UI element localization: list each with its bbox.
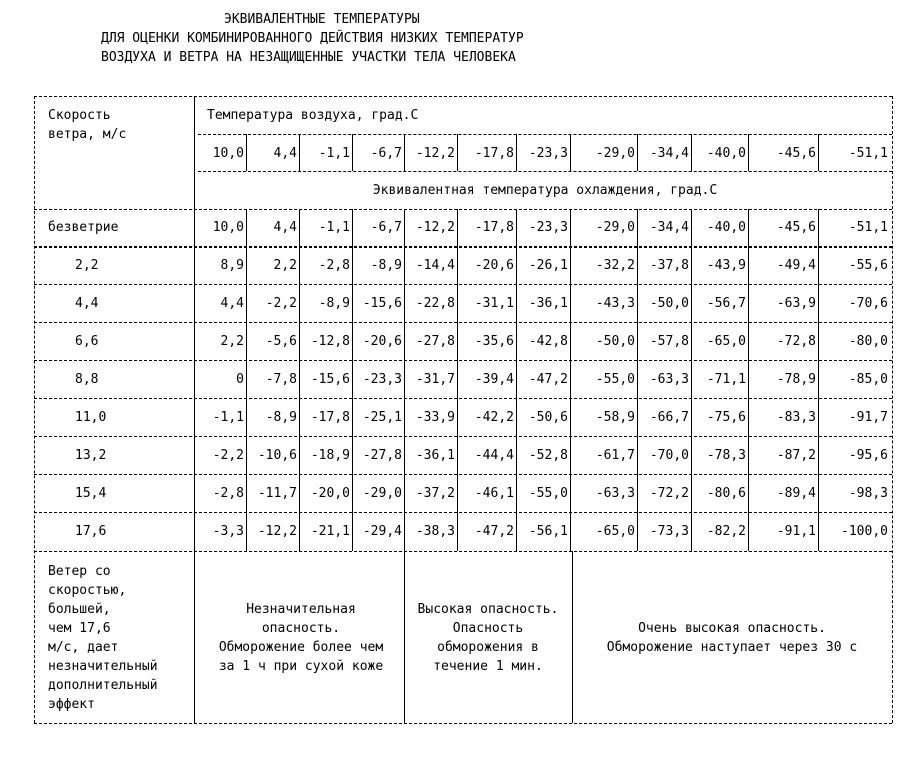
equivalent-temperature-value: -50,0 bbox=[595, 334, 635, 349]
equivalent-temperature-value: -14,4 bbox=[415, 258, 455, 273]
grid-vline bbox=[637, 209, 638, 551]
equivalent-temperature-value: -71,1 bbox=[706, 372, 746, 387]
equivalent-temperature-value: -6,7 bbox=[370, 220, 402, 235]
equivalent-temperature-value: -63,3 bbox=[595, 486, 635, 501]
equivalent-temperature-value: -72,2 bbox=[649, 486, 689, 501]
equivalent-temperature-value: -11,7 bbox=[257, 486, 297, 501]
equivalent-temperature-value: -89,4 bbox=[776, 486, 816, 501]
equivalent-temperature-value: -33,9 bbox=[415, 410, 455, 425]
equivalent-temperature-value: -72,8 bbox=[776, 334, 816, 349]
equivalent-temperature-value: -49,4 bbox=[776, 258, 816, 273]
grid-vline bbox=[194, 96, 195, 723]
equivalent-temperature-value: 4,4 bbox=[273, 220, 297, 235]
equivalent-temperature-value: -21,1 bbox=[310, 524, 350, 539]
wind-speed-value: 15,4 bbox=[75, 486, 107, 501]
equivalent-temperature-value: -26,1 bbox=[528, 258, 568, 273]
equivalent-temperature-value: -12,2 bbox=[257, 524, 297, 539]
equivalent-temperature-value: -2,2 bbox=[265, 296, 297, 311]
equivalent-temperature-value: -50,6 bbox=[528, 410, 568, 425]
grid-vline bbox=[892, 96, 893, 723]
wind-speed-value: 6,6 bbox=[75, 334, 99, 349]
title-line-1: ЭКВИВАЛЕНТНЫЕ ТЕМПЕРАТУРЫ bbox=[224, 12, 420, 27]
equivalent-temperature-value: -29,4 bbox=[362, 524, 402, 539]
equivalent-temperature-value: -15,6 bbox=[362, 296, 402, 311]
equivalent-temperature-value: -80,0 bbox=[848, 334, 888, 349]
equivalent-temperature-value: -56,1 bbox=[528, 524, 568, 539]
equivalent-temperature-value: -27,8 bbox=[415, 334, 455, 349]
equivalent-temperature-value: -3,3 bbox=[212, 524, 244, 539]
equivalent-temperature-value: -78,9 bbox=[776, 372, 816, 387]
equivalent-temperature-value: -7,8 bbox=[265, 372, 297, 387]
equivalent-temperature-value: -10,6 bbox=[257, 448, 297, 463]
equivalent-temperature-value: -37,8 bbox=[649, 258, 689, 273]
equivalent-temperature-value: -32,2 bbox=[595, 258, 635, 273]
equivalent-temperature-value: -70,0 bbox=[649, 448, 689, 463]
equivalent-temperature-value: -87,2 bbox=[776, 448, 816, 463]
equivalent-temperature-value: -20,0 bbox=[310, 486, 350, 501]
equivalent-temperature-value: -17,8 bbox=[310, 410, 350, 425]
equivalent-temperature-value: -55,6 bbox=[848, 258, 888, 273]
grid-vline bbox=[691, 209, 692, 551]
grid-vline bbox=[246, 209, 247, 551]
grid-vline bbox=[570, 134, 571, 171]
grid-vline bbox=[404, 134, 405, 171]
grid-hline bbox=[34, 247, 892, 248]
equivalent-temperature-value: -50,0 bbox=[649, 296, 689, 311]
grid-vline bbox=[352, 209, 353, 551]
equivalent-temperature-value: -1,1 bbox=[318, 220, 350, 235]
equivalent-temperature-value: 8,9 bbox=[220, 258, 244, 273]
equivalent-temperature-value: -8,9 bbox=[265, 410, 297, 425]
air-temperature-value: -29,0 bbox=[595, 146, 635, 161]
grid-vline bbox=[404, 551, 405, 723]
equivalent-temperature-value: -42,2 bbox=[474, 410, 514, 425]
grid-hline bbox=[34, 322, 892, 323]
air-temperature-value: -12,2 bbox=[415, 146, 455, 161]
air-temperature-header: Температура воздуха, град.С bbox=[207, 108, 419, 123]
air-temperature-value: -1,1 bbox=[318, 146, 350, 161]
equivalent-temperature-value: -73,3 bbox=[649, 524, 689, 539]
grid-vline bbox=[570, 209, 571, 551]
equivalent-temperature-value: -91,1 bbox=[776, 524, 816, 539]
equivalent-temperature-value: -2,8 bbox=[212, 486, 244, 501]
equivalent-temperature-value: 2,2 bbox=[273, 258, 297, 273]
wind-speed-value: 2,2 bbox=[75, 258, 99, 273]
grid-hline bbox=[34, 360, 892, 361]
equivalent-temperature-value: -38,3 bbox=[415, 524, 455, 539]
equivalent-temperature-value: -8,9 bbox=[370, 258, 402, 273]
wind-speed-value: 13,2 bbox=[75, 448, 107, 463]
equivalent-temperature-value: 0 bbox=[236, 372, 244, 387]
equivalent-temperature-value: -47,2 bbox=[528, 372, 568, 387]
grid-hline bbox=[34, 96, 892, 97]
wind-speed-value: безветрие bbox=[48, 220, 119, 235]
air-temperature-value: 10,0 bbox=[212, 146, 244, 161]
zone-very-high-danger: Очень высокая опасность. Обморожение наступает через 30 с bbox=[606, 621, 858, 655]
grid-vline bbox=[748, 209, 749, 551]
equivalent-temperature-value: -58,9 bbox=[595, 410, 635, 425]
equivalent-temperature-value: -51,1 bbox=[848, 220, 888, 235]
equivalent-temperature-value: -39,4 bbox=[474, 372, 514, 387]
equivalent-temperature-value: -22,8 bbox=[415, 296, 455, 311]
air-temperature-value: -34,4 bbox=[649, 146, 689, 161]
equivalent-temperature-value: -25,1 bbox=[362, 410, 402, 425]
equivalent-temperature-value: -12,8 bbox=[310, 334, 350, 349]
air-temperature-value: -23,3 bbox=[528, 146, 568, 161]
grid-vline bbox=[818, 134, 819, 171]
equivalent-temperature-table bbox=[34, 96, 892, 724]
grid-hline bbox=[34, 398, 892, 399]
equivalent-temperature-value: -17,8 bbox=[474, 220, 514, 235]
grid-vline bbox=[299, 209, 300, 551]
equivalent-temperature-value: -18,9 bbox=[310, 448, 350, 463]
grid-vline bbox=[818, 209, 819, 551]
wind-speed-value: 4,4 bbox=[75, 296, 99, 311]
equivalent-temperature-value: -43,3 bbox=[595, 296, 635, 311]
equivalent-temperature-value: -36,1 bbox=[415, 448, 455, 463]
grid-vline bbox=[299, 134, 300, 171]
title-line-3: ВОЗДУХА И ВЕТРА НА НЕЗАЩИЩЕННЫЕ УЧАСТКИ ТЕЛА ЧЕЛОВЕКА bbox=[101, 50, 516, 65]
equivalent-temperature-value: 4,4 bbox=[220, 296, 244, 311]
grid-vline bbox=[572, 551, 573, 723]
equivalent-temperature-value: -44,4 bbox=[474, 448, 514, 463]
equivalent-temperature-value: -34,4 bbox=[649, 220, 689, 235]
equivalent-temperature-value: -35,6 bbox=[474, 334, 514, 349]
equivalent-temperature-value: -1,1 bbox=[212, 410, 244, 425]
grid-vline bbox=[457, 134, 458, 171]
grid-hline bbox=[34, 436, 892, 437]
equivalent-temperature-value: -37,2 bbox=[415, 486, 455, 501]
grid-vline bbox=[748, 134, 749, 171]
grid-hline bbox=[34, 551, 892, 552]
equivalent-temperature-value: -91,7 bbox=[848, 410, 888, 425]
wind-speed-header: Скорость ветра, м/с bbox=[48, 108, 127, 142]
equivalent-temperature-value: -45,6 bbox=[776, 220, 816, 235]
equivalent-temperature-value: -2,8 bbox=[318, 258, 350, 273]
zone-low-danger: Незначительная опасность. Обморожение более чем за 1 ч при сухой коже bbox=[218, 602, 384, 674]
equivalent-temperature-value: -23,3 bbox=[528, 220, 568, 235]
equivalent-temperature-value: -46,1 bbox=[474, 486, 514, 501]
equivalent-temperature-value: -15,6 bbox=[310, 372, 350, 387]
equivalent-temperature-value: -83,3 bbox=[776, 410, 816, 425]
air-temperature-value: -45,6 bbox=[776, 146, 816, 161]
grid-hline bbox=[34, 246, 892, 247]
equivalent-temperature-value: -29,0 bbox=[362, 486, 402, 501]
grid-hline bbox=[34, 284, 892, 285]
grid-hline bbox=[198, 134, 892, 135]
grid-vline bbox=[457, 209, 458, 551]
equivalent-temperature-value: 2,2 bbox=[220, 334, 244, 349]
equivalent-temperature-value: -57,8 bbox=[649, 334, 689, 349]
equivalent-temperature-value: -20,6 bbox=[362, 334, 402, 349]
equivalent-temperature-value: -31,7 bbox=[415, 372, 455, 387]
wind-speed-value: 8,8 bbox=[75, 372, 99, 387]
grid-vline bbox=[637, 134, 638, 171]
zone-high-danger: Высокая опасность. Опасность обморожения в течение 1 мин. bbox=[417, 602, 559, 674]
equivalent-temperature-value: -55,0 bbox=[528, 486, 568, 501]
equivalent-temperature-value: -100,0 bbox=[841, 524, 888, 539]
equivalent-temperature-value: -23,3 bbox=[362, 372, 402, 387]
equivalent-temperature-value: -78,3 bbox=[706, 448, 746, 463]
wind-speed-value: 11,0 bbox=[75, 410, 107, 425]
equivalent-temperature-value: -95,6 bbox=[848, 448, 888, 463]
equivalent-temperature-value: -8,9 bbox=[318, 296, 350, 311]
grid-vline bbox=[246, 134, 247, 171]
air-temperature-value: -6,7 bbox=[370, 146, 402, 161]
grid-vline bbox=[516, 209, 517, 551]
equivalent-temperature-value: -5,6 bbox=[265, 334, 297, 349]
equivalent-temperature-header: Эквивалентная температура охлаждения, град.С bbox=[372, 183, 718, 198]
equivalent-temperature-value: -63,9 bbox=[776, 296, 816, 311]
wind-speed-value: 17,6 bbox=[75, 524, 107, 539]
equivalent-temperature-value: -85,0 bbox=[848, 372, 888, 387]
equivalent-temperature-value: -29,0 bbox=[595, 220, 635, 235]
equivalent-temperature-value: -27,8 bbox=[362, 448, 402, 463]
equivalent-temperature-value: -31,1 bbox=[474, 296, 514, 311]
air-temperature-value: -40,0 bbox=[706, 146, 746, 161]
equivalent-temperature-value: -98,3 bbox=[848, 486, 888, 501]
equivalent-temperature-value: -47,2 bbox=[474, 524, 514, 539]
grid-hline bbox=[34, 512, 892, 513]
grid-hline bbox=[34, 723, 892, 724]
equivalent-temperature-value: -2,2 bbox=[212, 448, 244, 463]
grid-vline bbox=[691, 134, 692, 171]
grid-vline bbox=[34, 96, 35, 723]
air-temperature-value: 4,4 bbox=[273, 146, 297, 161]
equivalent-temperature-value: -20,6 bbox=[474, 258, 514, 273]
air-temperature-value: -17,8 bbox=[474, 146, 514, 161]
equivalent-temperature-value: -66,7 bbox=[649, 410, 689, 425]
title-line-2: ДЛЯ ОЦЕНКИ КОМБИНИРОВАННОГО ДЕЙСТВИЯ НИЗКИХ ТЕМПЕРАТУР bbox=[101, 31, 524, 46]
equivalent-temperature-value: -42,8 bbox=[528, 334, 568, 349]
equivalent-temperature-value: 10,0 bbox=[212, 220, 244, 235]
equivalent-temperature-value: -65,0 bbox=[595, 524, 635, 539]
equivalent-temperature-value: -12,2 bbox=[415, 220, 455, 235]
equivalent-temperature-value: -82,2 bbox=[706, 524, 746, 539]
equivalent-temperature-value: -65,0 bbox=[706, 334, 746, 349]
equivalent-temperature-value: -80,6 bbox=[706, 486, 746, 501]
equivalent-temperature-value: -63,3 bbox=[649, 372, 689, 387]
equivalent-temperature-value: -40,0 bbox=[706, 220, 746, 235]
equivalent-temperature-value: -43,9 bbox=[706, 258, 746, 273]
grid-vline bbox=[516, 134, 517, 171]
wind-note: Ветер со скоростью, большей, чем 17,6 м/с, дает незначительный дополнительный эффект bbox=[48, 564, 158, 712]
grid-hline bbox=[198, 171, 892, 172]
equivalent-temperature-value: -61,7 bbox=[595, 448, 635, 463]
grid-vline bbox=[404, 209, 405, 551]
equivalent-temperature-value: -52,8 bbox=[528, 448, 568, 463]
grid-hline bbox=[34, 474, 892, 475]
air-temperature-value: -51,1 bbox=[848, 146, 888, 161]
grid-vline bbox=[352, 134, 353, 171]
equivalent-temperature-value: -75,6 bbox=[706, 410, 746, 425]
equivalent-temperature-value: -36,1 bbox=[528, 296, 568, 311]
equivalent-temperature-value: -70,6 bbox=[848, 296, 888, 311]
grid-hline bbox=[34, 209, 892, 210]
equivalent-temperature-value: -56,7 bbox=[706, 296, 746, 311]
equivalent-temperature-value: -55,0 bbox=[595, 372, 635, 387]
